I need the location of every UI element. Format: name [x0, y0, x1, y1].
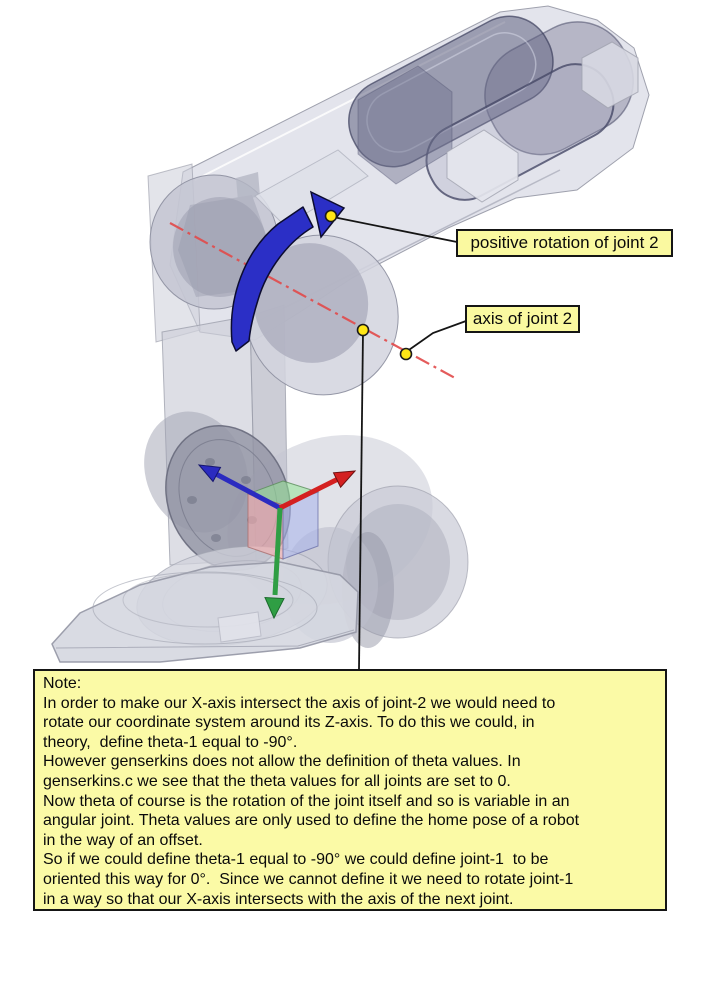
- marker-dot-axis-far: [401, 349, 412, 360]
- note-line: However genserkins does not allow the definition of theta values. In: [43, 753, 521, 771]
- leader-line-axis: [406, 321, 466, 352]
- note-line: in a way so that our X-axis intersects with the axis of the next joint.: [43, 890, 514, 908]
- note-line: rotate our coordinate system around its Z-axis. To do this we could, in: [43, 714, 535, 732]
- note-line: oriented this way for 0°. Since we cannot define it we need to rotate joint-1: [43, 870, 574, 888]
- marker-dot-rotation: [326, 211, 337, 222]
- marker-dot-axis-near: [358, 325, 369, 336]
- note-line: in the way of an offset.: [43, 831, 203, 849]
- note-line: Note:: [43, 675, 82, 692]
- note-line: genserkins.c we see that the theta values for all joints are set to 0.: [43, 772, 511, 790]
- callout-positive-rotation: positive rotation of joint 2: [456, 229, 673, 257]
- note-line: Now theta of course is the rotation of the joint itself and so is variable in an: [43, 792, 570, 810]
- callout-axis-of-joint2: axis of joint 2: [465, 305, 580, 333]
- note-line: In order to make our X-axis intersect the axis of joint-2 we would need to: [43, 694, 556, 712]
- note-line: angular joint. Theta values are only used to define the home pose of a robot: [43, 812, 580, 830]
- base-plate: [52, 562, 358, 662]
- note-box: [33, 669, 667, 911]
- note-line: So if we could define theta-1 equal to -90° we could define joint-1 to be: [43, 851, 549, 869]
- note-line: theory, define theta-1 equal to -90°.: [43, 733, 298, 751]
